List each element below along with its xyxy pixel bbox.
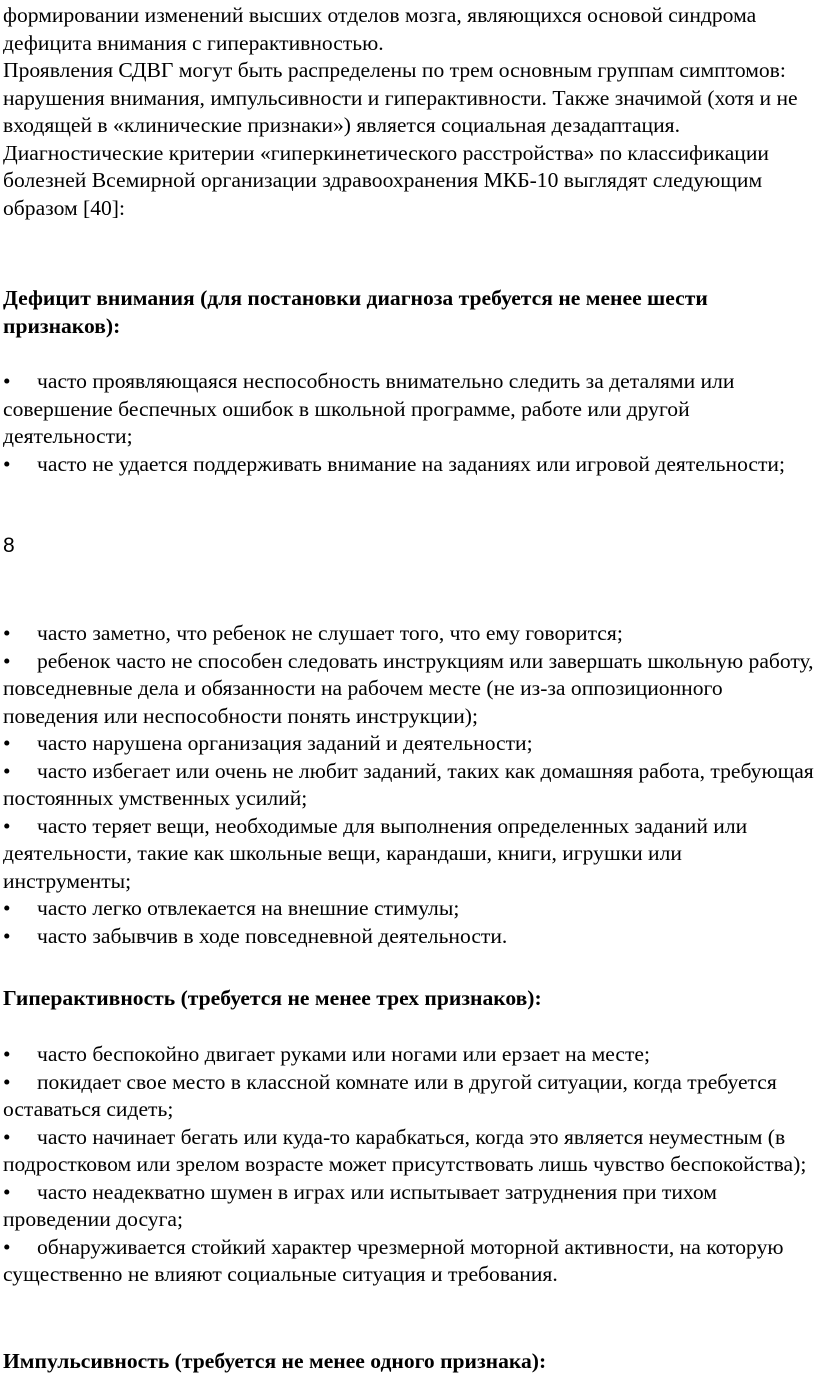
bullet-mark: • (3, 369, 11, 393)
hyperactivity-item-text: часто беспокойно двигает руками или ногами или ерзает на месте; (37, 1042, 651, 1066)
bullet-mark: • (3, 1124, 11, 1149)
attention-item-text: часто избегает или очень не любит заданий, таких как домашняя работа, требующая постоянных умственных усилий; (3, 758, 814, 810)
attention-item-text: часто легко отвлекается на внешние стимулы; (37, 896, 460, 920)
bullet-mark: • (3, 1069, 11, 1094)
hyperactivity-section (3, 985, 815, 1013)
attention-item-text: часто забывчив в ходе повседневной деятельности. (37, 923, 508, 948)
bullet-mark: • (3, 1234, 11, 1259)
bullet-mark: • (3, 648, 11, 673)
bullet-mark: • (3, 758, 11, 783)
bullet-mark: • (3, 451, 11, 476)
bullet-mark: • (3, 621, 11, 645)
impulsivity-section (3, 1348, 815, 1376)
attention-item-text: часто нарушена организация заданий и деятельности; (37, 731, 533, 755)
intro-paragraph-3: Диагностические критерии «гиперкинетического расстройства» по классификации болезней Всемирной организации здравоохранения МКБ-10 выглядят следующим образом [40]: (3, 140, 769, 220)
hyperactivity-item-2 (3, 1069, 815, 1124)
attention-item-9 (3, 923, 815, 951)
hyperactivity-list (3, 1041, 815, 1289)
attention-item-6 (3, 758, 815, 813)
bullet-mark: • (3, 731, 11, 755)
attention-item-text: часто не удается поддерживать внимание на заданиях или игровой деятельности; (37, 451, 785, 476)
attention-item-text: часто теряет вещи, необходимые для выполнения определенных заданий или деятельности, такие как школьные вещи, карандаши, книги, игрушки или инструменты; (3, 813, 748, 893)
hyperactivity-item-text: покидает свое место в классной комнате или в другой ситуации, когда требуется оставаться сидеть; (3, 1069, 777, 1121)
bullet-mark: • (3, 1042, 11, 1066)
hyperactivity-item-text: часто начинает бегать или куда-то карабкаться, когда это является неуместным (в подростковом или зрелом возрасте может присутствовать лишь чувство беспокойства); (3, 1124, 807, 1176)
bullet-mark: • (3, 923, 11, 948)
bullet-mark: • (3, 813, 11, 838)
hyperactivity-item-text: обнаруживается стойкий характер чрезмерной моторной активности, на которую существенно не влияют социальные ситуация и требования. (3, 1234, 784, 1286)
intro-paragraph-1: формировании изменений высших отделов мозга, являющихся основой синдрома дефицита внимания с гиперактивностью. (3, 3, 757, 55)
attention-item-text: часто проявляющаяся неспособность внимательно следить за деталями или совершение беспечных ошибок в школьной программе, работе или другой деятельности; (3, 369, 735, 448)
attention-item-4 (3, 648, 815, 731)
intro-paragraph-2: Проявления СДВГ могут быть распределены по трем основным группам симптомов: нарушения внимания, импульсивности и гиперактивности. Также значимой (хотя и не входящей в «клинические признаки») является социальная дезадаптация. (3, 58, 798, 137)
bullet-mark: • (3, 1179, 11, 1204)
attention-item-1 (3, 368, 815, 451)
attention-item-8 (3, 895, 815, 923)
attention-item-text: часто заметно, что ребенок не слушает того, что ему говорится; (37, 621, 623, 645)
attention-item-7 (3, 813, 815, 896)
attention-heading: Дефицит внимания (для постановки диагноза требуется не менее шести признаков): (3, 286, 708, 338)
hyperactivity-item-1 (3, 1041, 815, 1069)
bullet-mark: • (3, 896, 11, 920)
page-number: 8 (3, 534, 15, 557)
attention-item-2 (3, 451, 815, 479)
hyperactivity-heading: Гиперактивность (требуется не менее трех признаков): (3, 986, 542, 1010)
attention-item-text: ребенок часто не способен следовать инструкциям или завершать школьную работу, повседневные дела и обязанности на рабочем месте (не из-за оппозиционного поведения или неспособности понять инструкции); (3, 648, 814, 728)
intro-section (3, 2, 815, 222)
attention-item-3 (3, 620, 815, 648)
attention-item-5 (3, 730, 815, 758)
attention-list-part-2 (3, 620, 815, 950)
hyperactivity-item-3 (3, 1124, 815, 1179)
hyperactivity-item-5 (3, 1234, 815, 1289)
hyperactivity-item-text: часто неадекватно шумен в играх или испытывает затруднения при тихом проведении досуга; (3, 1179, 717, 1231)
hyperactivity-item-4 (3, 1179, 815, 1234)
attention-section (3, 285, 815, 340)
impulsivity-heading: Импульсивность (требуется не менее одного признака): (3, 1349, 547, 1373)
attention-list-part-1 (3, 368, 815, 478)
